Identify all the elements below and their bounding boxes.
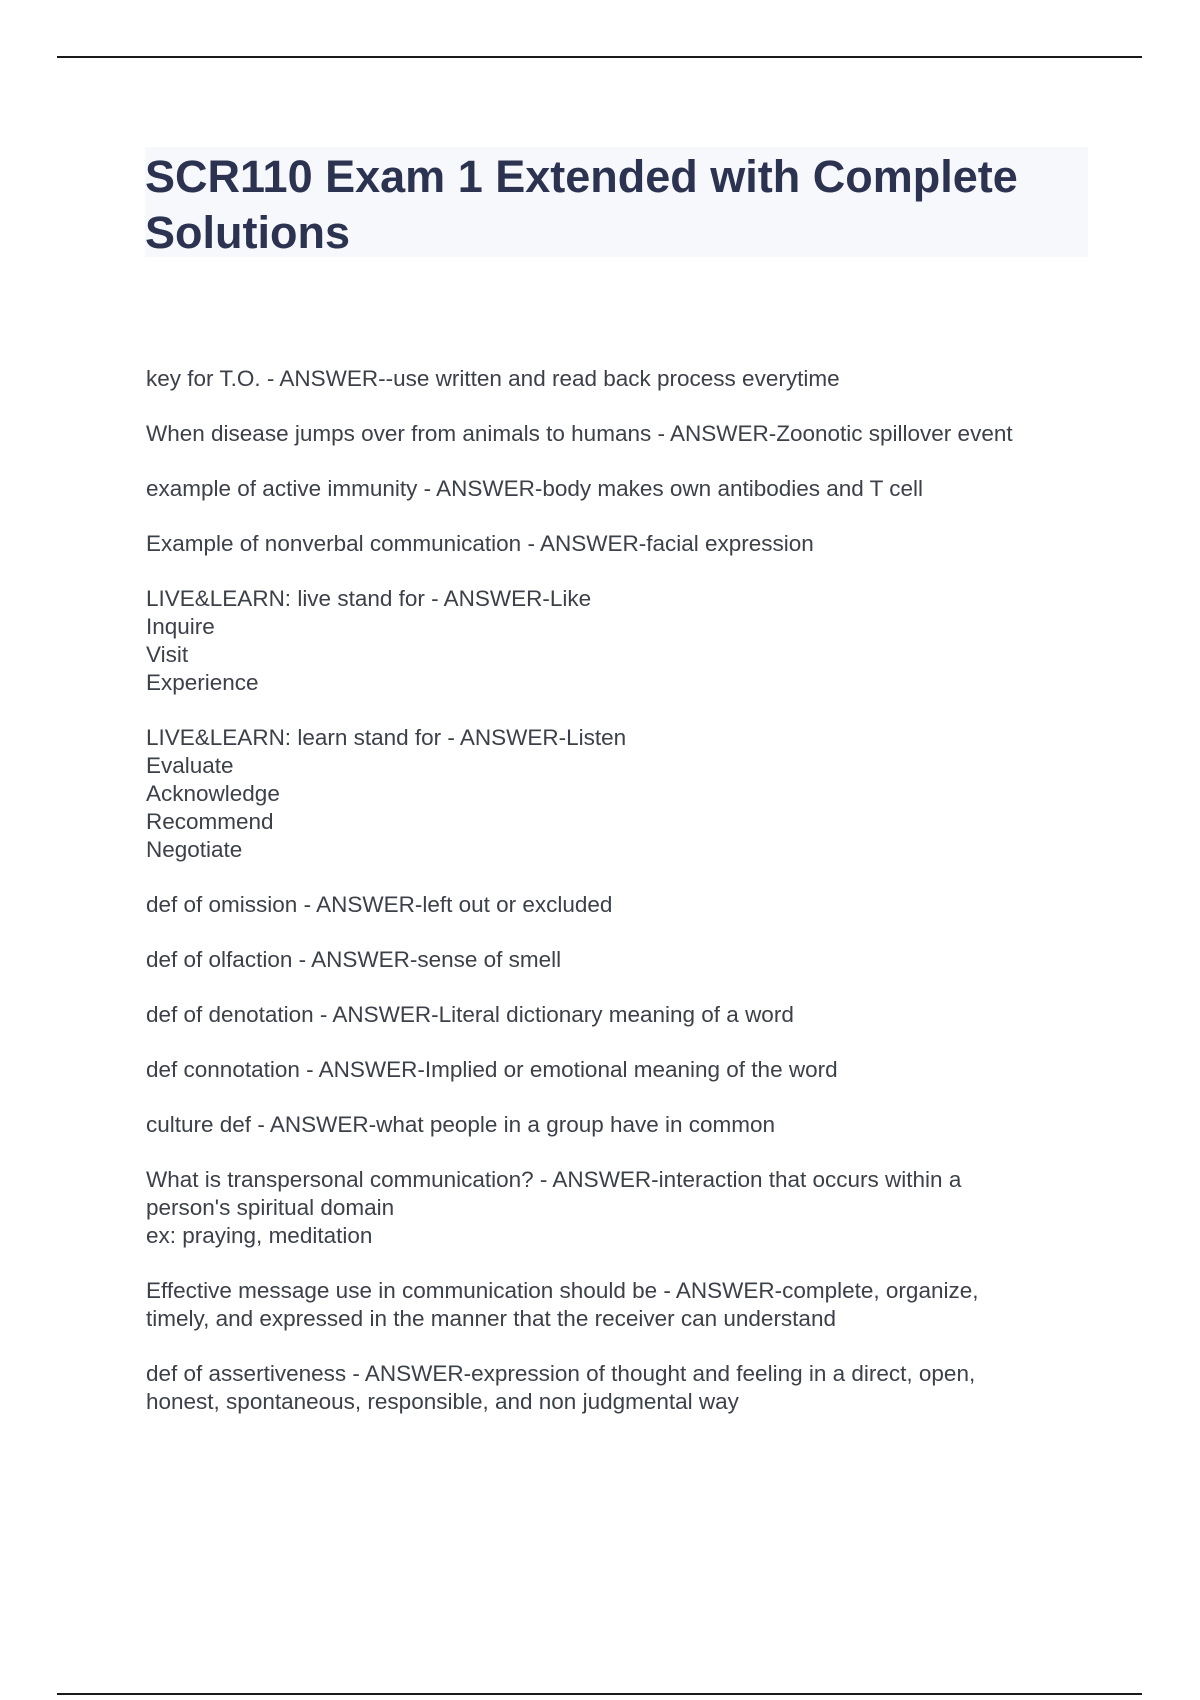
qa-item <box>146 1001 1106 1029</box>
qa-line: def connotation - ANSWER-Implied or emotional meaning of the word <box>146 1057 838 1082</box>
title-block <box>145 147 1088 257</box>
qa-line: key for T.O. - ANSWER--use written and read back process everytime <box>146 366 840 391</box>
qa-item <box>146 420 1106 448</box>
title-line-2: Solutions <box>145 207 350 258</box>
qa-line: def of olfaction - ANSWER-sense of smell <box>146 947 562 972</box>
qa-line: What is transpersonal communication? - ANSWER-interaction that occurs within a <box>146 1167 962 1192</box>
qa-line: When disease jumps over from animals to humans - ANSWER-Zoonotic spillover event <box>146 421 1013 446</box>
qa-line: Inquire <box>146 614 215 639</box>
qa-line: ex: praying, meditation <box>146 1223 373 1248</box>
qa-item <box>146 946 1106 974</box>
qa-line: LIVE&LEARN: learn stand for - ANSWER-Listen <box>146 725 627 750</box>
qa-item <box>146 1277 1106 1333</box>
qa-line: Experience <box>146 670 259 695</box>
qa-line: person's spiritual domain <box>146 1195 395 1220</box>
qa-list <box>146 365 1106 1443</box>
qa-line: example of active immunity - ANSWER-body makes own antibodies and T cell <box>146 476 924 501</box>
qa-line: culture def - ANSWER-what people in a group have in common <box>146 1112 776 1137</box>
qa-line: Recommend <box>146 809 274 834</box>
qa-line: Negotiate <box>146 837 243 862</box>
qa-line: Evaluate <box>146 753 234 778</box>
qa-item <box>146 365 1106 393</box>
qa-item <box>146 1360 1106 1416</box>
qa-line: Effective message use in communication should be - ANSWER-complete, organize, <box>146 1278 979 1303</box>
top-rule <box>57 56 1142 58</box>
qa-line: honest, spontaneous, responsible, and non judgmental way <box>146 1389 739 1414</box>
qa-item <box>146 891 1106 919</box>
qa-item <box>146 724 1106 864</box>
qa-item <box>146 1111 1106 1139</box>
qa-item <box>146 1166 1106 1250</box>
qa-line: def of denotation - ANSWER-Literal dictionary meaning of a word <box>146 1002 794 1027</box>
qa-line: LIVE&LEARN: live stand for - ANSWER-Like <box>146 586 592 611</box>
qa-item <box>146 530 1106 558</box>
title-line-1: SCR110 Exam 1 Extended with Complete <box>145 151 1018 202</box>
qa-line: Visit <box>146 642 189 667</box>
qa-item <box>146 585 1106 697</box>
qa-line: timely, and expressed in the manner that the receiver can understand <box>146 1306 836 1331</box>
qa-line: Acknowledge <box>146 781 280 806</box>
bottom-rule <box>57 1693 1142 1695</box>
page-title <box>145 147 1088 261</box>
qa-line: Example of nonverbal communication - ANSWER-facial expression <box>146 531 814 556</box>
qa-item <box>146 475 1106 503</box>
qa-item <box>146 1056 1106 1084</box>
qa-line: def of assertiveness - ANSWER-expression of thought and feeling in a direct, open, <box>146 1361 976 1386</box>
qa-line: def of omission - ANSWER-left out or excluded <box>146 892 613 917</box>
